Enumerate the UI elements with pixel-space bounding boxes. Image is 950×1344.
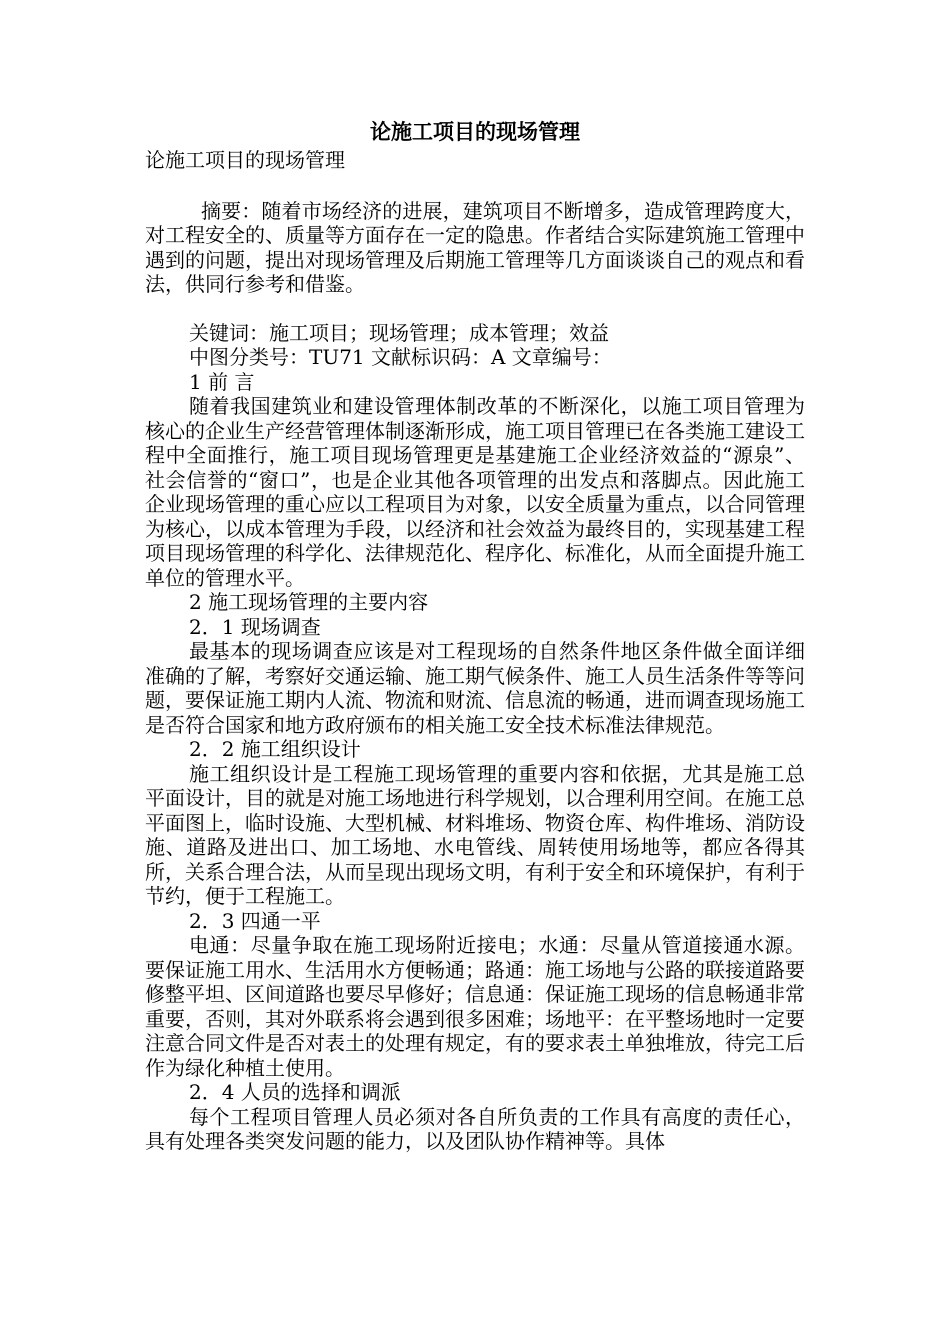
section-2-3-heading: 2．3 四通一平 <box>189 908 321 933</box>
document-subtitle: 论施工项目的现场管理 <box>145 148 345 172</box>
spacer <box>145 173 805 199</box>
section-2-2-heading: 2．2 施工组织设计 <box>189 737 361 761</box>
section-2-1-paragraph: 最基本的现场调查应该是对工程现场的自然条件地区条件做全面详细准确的了解，考察好交通运输、施工期气候条件、施工人员生活条件等等问题，要保证施工期内人流、物流和财流、信息流的畅通，进而调查现场施工是否符合国家和地方政府颁布的相关施工安全技术标准法律规范。 <box>145 639 805 737</box>
section-2-1-heading: 2．1 现场调查 <box>189 614 321 639</box>
section-2-heading: 2 施工现场管理的主要内容 <box>189 590 429 614</box>
spacer <box>145 297 805 321</box>
document-page <box>145 118 805 1154</box>
keywords-line: 关键词：施工项目；现场管理；成本管理；效益 <box>189 320 609 345</box>
section-2-4-paragraph: 每个工程项目管理人员必须对各自所负责的工作具有高度的责任心，具有处理各类突发问题的能力，以及团队协作精神等。具体 <box>145 1104 805 1153</box>
section-1-paragraph: 随着我国建筑业和建设管理体制改革的不断深化，以施工项目管理为核心的企业生产经营管理体制逐渐形成，施工项目管理已在各类施工建设工程中全面推行，施工项目现场管理更是基建施工企业经济效益的“源泉”、社会信誉的“窗口”，也是企业其他各项管理的出发点和落脚点。因此施工企业现场管理的重心应以工程项目为对象，以安全质量为重点，以合同管理为核心，以成本管理为手段，以经济和社会效益为最终目的，实现基建工程项目现场管理的科学化、法律规范化、程序化、标准化，从而全面提升施工单位的管理水平。 <box>145 394 805 590</box>
abstract-paragraph: 摘要：随着市场经济的进展，建筑项目不断增多，造成管理跨度大，对工程安全的、质量等方面存在一定的隐患。作者结合实际建筑施工管理中遇到的问题，提出对现场管理及后期施工管理等几方面谈谈自己的观点和看法，供同行参考和借鉴。 <box>145 198 805 296</box>
document-title: 论施工项目的现场管理 <box>370 119 580 144</box>
section-2-2-paragraph: 施工组织设计是工程施工现场管理的重要内容和依据，尤其是施工总平面设计，目的就是对施工场地进行科学规划，以合理利用空间。在施工总平面图上，临时设施、大型机械、材料堆场、物资仓库、构件堆场、消防设施、道路及进出口、加工场地、水电管线、周转使用场地等，都应各得其所，关系合理合法，从而呈现出现场文明，有利于安全和环境保护，有利于节约，便于工程施工。 <box>145 761 805 908</box>
classification-line: 中图分类号：TU71 文献标识码：A 文章编号： <box>189 345 612 369</box>
section-2-4-heading: 2．4 人员的选择和调派 <box>189 1080 401 1104</box>
section-1-heading: 1 前 言 <box>189 369 255 394</box>
section-2-3-paragraph: 电通：尽量争取在施工现场附近接电；水通：尽量从管道接通水源。要保证施工用水、生活用水方便畅通；路通：施工场地与公路的联接道路要修整平坦、区间道路也要尽早修好；信息通：保证施工现场的信息畅通非常重要，否则，其对外联系将会遇到很多困难；场地平：在平整场地时一定要注意合同文件是否对表土的处理有规定，有的要求表土单独堆放，待完工后作为绿化种植土使用。 <box>145 933 805 1080</box>
